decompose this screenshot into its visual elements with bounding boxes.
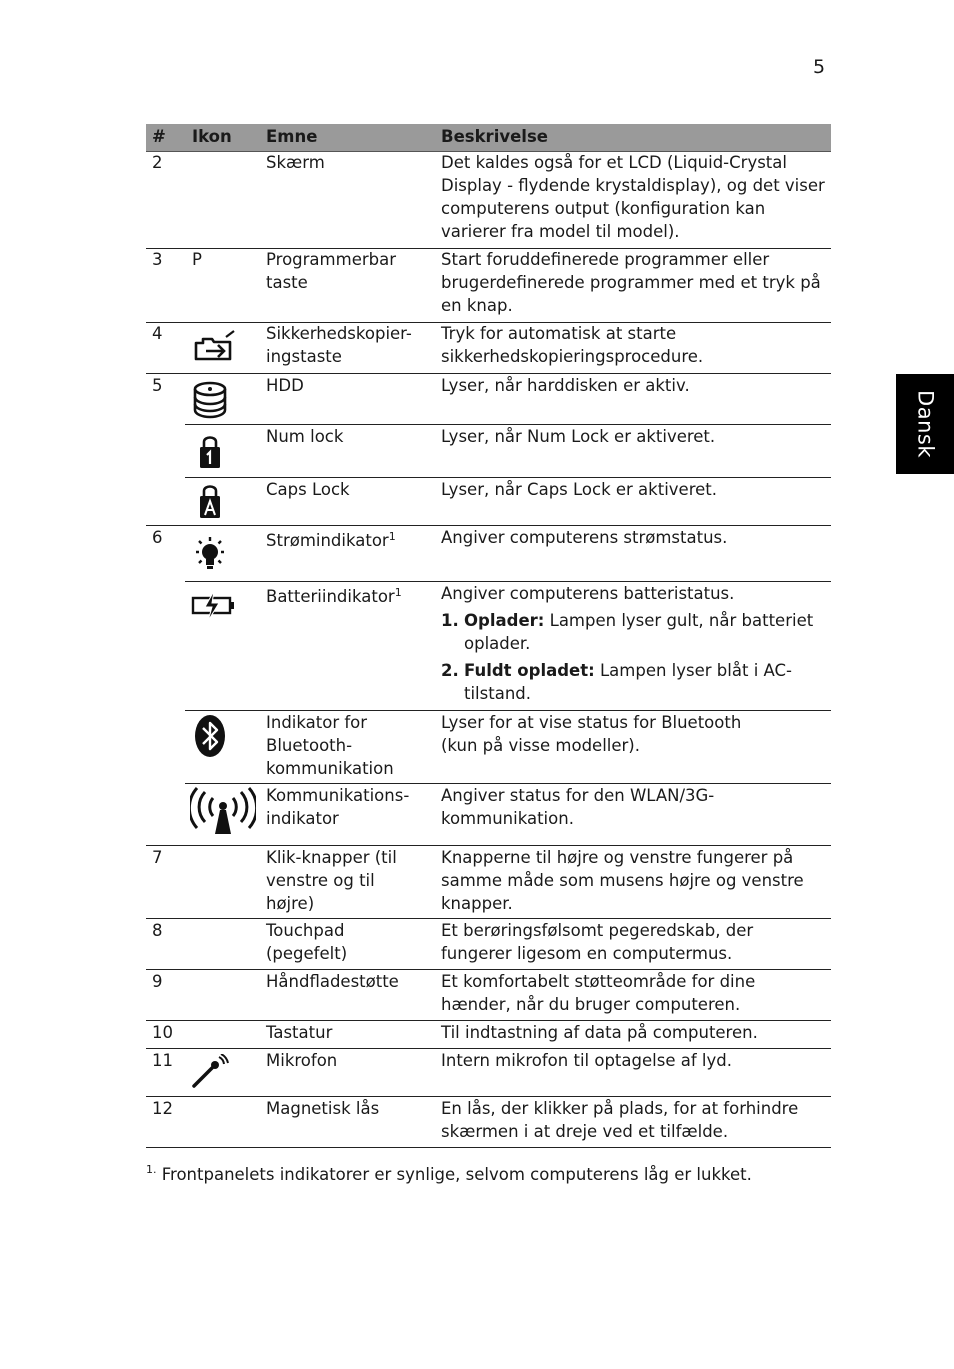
row-topic	[266, 585, 436, 608]
topic-text: Batteriindikator	[266, 587, 395, 606]
page-number: 5	[813, 56, 826, 78]
bluetooth-icon	[190, 713, 250, 761]
row-topic: Mikrofon	[266, 1051, 338, 1070]
row-num: 3	[152, 250, 163, 269]
wireless-icon	[190, 786, 250, 834]
row-topic: Tastatur	[266, 1023, 333, 1042]
row-num: 2	[152, 153, 163, 172]
row-num: 5	[152, 376, 163, 395]
row-desc: Lyser for at vise status for Bluetooth (kun på visse modeller).	[441, 713, 742, 755]
row-topic: Indikator for Bluetooth-kommunikation	[266, 713, 394, 778]
row-topic: Klik-knapper (til venstre og til højre)	[266, 848, 397, 913]
backup-key-icon	[190, 329, 250, 377]
footnote-mark: 1.	[146, 1163, 157, 1176]
row-num: 6	[152, 528, 163, 547]
footnote	[146, 1163, 846, 1186]
list-item	[441, 659, 829, 705]
row-divider	[146, 1147, 831, 1148]
row-desc: Intern mikrofon til optagelse af lyd.	[441, 1051, 732, 1070]
battery-indicator-icon	[190, 590, 250, 638]
num-lock-icon	[190, 433, 250, 481]
row-num: 11	[152, 1051, 173, 1070]
language-tab	[896, 374, 954, 474]
microphone-icon	[190, 1054, 250, 1102]
row-desc: En lås, der klikker på plads, for at forhindre skærmen i at dreje ved et tilfælde.	[441, 1099, 799, 1141]
list-text: Lampen lyser gult, når batteriet oplader.	[464, 611, 814, 653]
row-topic: Num lock	[266, 427, 344, 446]
row-desc: Angiver computerens strømstatus.	[441, 528, 728, 547]
row-topic: Skærm	[266, 153, 325, 172]
row-topic: Sikkerhedskopier-ingstaste	[266, 324, 412, 366]
row-desc: Det kaldes også for et LCD (Liquid-Crystal Display - flydende krystaldisplay), og det viser computerens output (konfiguration kan varierer fra model til model).	[441, 153, 825, 241]
header-topic: Emne	[266, 127, 318, 146]
row-topic: Kommunikations-indikator	[266, 786, 410, 828]
footnote-ref: 1	[394, 586, 402, 599]
row-num: 4	[152, 324, 163, 343]
row-topic: Håndfladestøtte	[266, 972, 399, 991]
row-desc: Et komfortabelt støtteområde for dine hænder, når du bruger computeren.	[441, 972, 756, 1014]
p-key-label: P	[192, 250, 202, 269]
row-desc: Et berøringsfølsomt pegeredskab, der fungerer ligesom en computermus.	[441, 921, 754, 963]
row-num: 10	[152, 1023, 173, 1042]
row-topic: Touchpad (pegefelt)	[266, 921, 348, 963]
list-label: Fuldt opladet:	[464, 661, 595, 680]
row-desc: Start foruddefinerede programmer eller brugerdefinerede programmer med et tryk på en knap.	[441, 250, 821, 315]
row-desc	[441, 582, 829, 709]
row-desc: Lyser, når Num Lock er aktiveret.	[441, 427, 716, 446]
power-indicator-icon	[190, 535, 250, 583]
list-text: Lampen lyser blåt i AC-tilstand.	[464, 661, 792, 703]
caps-lock-icon	[190, 482, 250, 530]
row-desc: Tryk for automatisk at starte sikkerhedskopieringsprocedure.	[441, 324, 704, 366]
row-topic: HDD	[266, 376, 304, 395]
row-num: 12	[152, 1099, 173, 1118]
list-number: 1.	[441, 611, 459, 630]
footnote-text: Frontpanelets indikatorer er synlige, selvom computerens låg er lukket.	[156, 1165, 752, 1184]
row-desc: Lyser, når Caps Lock er aktiveret.	[441, 480, 717, 499]
row-num: 9	[152, 972, 163, 991]
header-desc: Beskrivelse	[441, 127, 548, 146]
row-desc: Til indtastning af data på computeren.	[441, 1023, 758, 1042]
desc-text: Angiver computerens batteristatus.	[441, 584, 735, 603]
row-desc: Angiver status for den WLAN/3G-kommunikation.	[441, 786, 715, 828]
language-tab-label: Dansk	[913, 390, 938, 458]
row-topic: Programmerbar taste	[266, 250, 396, 292]
table-header	[146, 124, 831, 152]
topic-text: Strømindikator	[266, 531, 389, 550]
row-topic: Caps Lock	[266, 480, 350, 499]
row-num: 7	[152, 848, 163, 867]
status-list	[441, 609, 829, 705]
header-num: #	[152, 127, 166, 146]
header-icon: Ikon	[192, 127, 232, 146]
list-label: Oplader:	[464, 611, 545, 630]
row-desc: Knapperne til højre og venstre fungerer på samme måde som musens højre og venstre knapper.	[441, 848, 804, 913]
list-number: 2.	[441, 661, 459, 680]
list-item	[441, 609, 829, 655]
hdd-icon	[190, 380, 250, 428]
row-desc: Lyser, når harddisken er aktiv.	[441, 376, 690, 395]
footnote-ref: 1	[388, 530, 396, 543]
row-num: 8	[152, 921, 163, 940]
row-topic: Magnetisk lås	[266, 1099, 380, 1118]
row-topic	[266, 529, 436, 552]
